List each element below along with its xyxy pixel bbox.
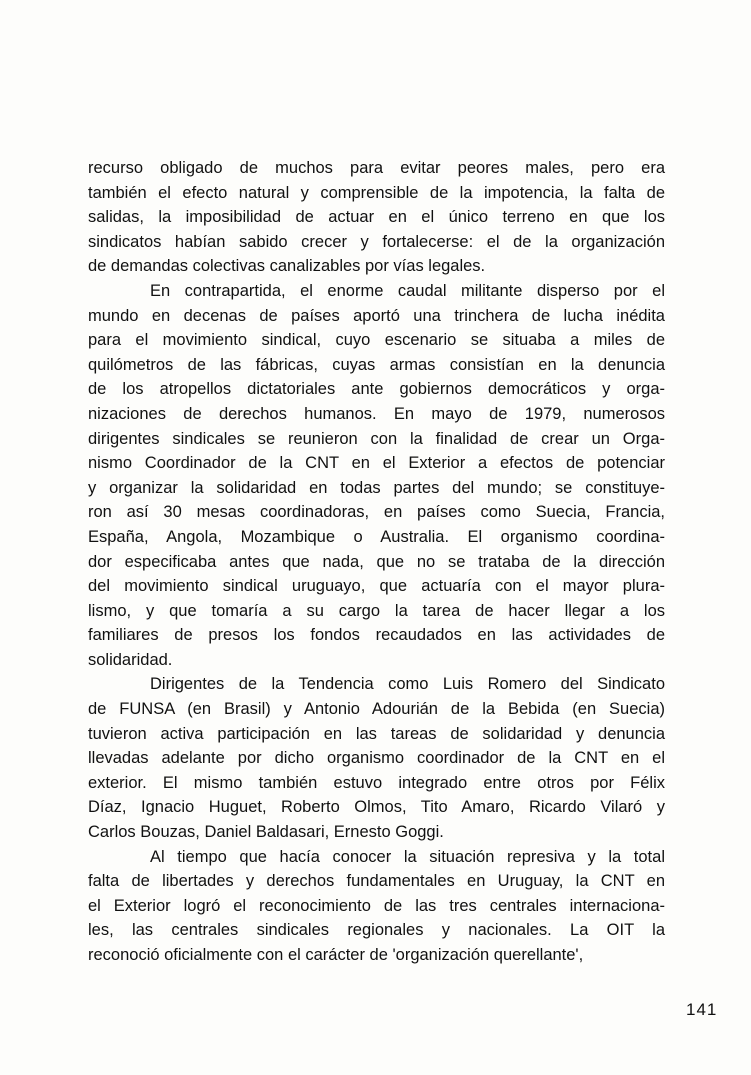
text-line: Carlos Bouzas, Daniel Baldasari, Ernesto Goggi. — [88, 823, 444, 842]
text-line: ron así 30 mesas coordinadoras, en países como Suecia, Francia, — [88, 503, 665, 522]
text-line: para el movimiento sindical, cuyo escenario se situaba a miles de — [88, 331, 665, 350]
text-line: solidaridad. — [88, 650, 173, 669]
text-line: recurso obligado de muchos para evitar peores males, pero era — [88, 159, 665, 177]
text-line: reconoció oficialmente con el carácter de 'organización querellante', — [88, 946, 584, 964]
text-line: de los atropellos dictatoriales ante gobiernos democráticos y orga- — [88, 380, 665, 399]
page-number: 141 — [686, 1000, 718, 1019]
text-line: dirigentes sindicales se reunieron con la finalidad de crear un Orga- — [88, 429, 665, 448]
text-line: llevadas adelante por dicho organismo coordinador de la CNT en el — [88, 749, 665, 768]
text-line: España, Angola, Mozambique o Australia. El organismo coordina- — [88, 527, 665, 546]
text-line: exterior. El mismo también estuvo integrado entre otros por Félix — [88, 773, 665, 792]
text-line: lismo, y que tomaría a su cargo la tarea de hacer llegar a los — [88, 601, 665, 620]
text-line: y organizar la solidaridad en todas partes del mundo; se constituye- — [88, 478, 665, 497]
text-block — [88, 156, 665, 968]
text-line: Díaz, Ignacio Huguet, Roberto Olmos, Tito Amaro, Ricardo Vilaró y — [88, 798, 665, 817]
text-line: de FUNSA (en Brasil) y Antonio Adourián de la Bebida (en Suecia) — [88, 700, 665, 719]
text-line: Dirigentes de la Tendencia como Luis Romero del Sindicato — [150, 675, 665, 694]
text-line: nismo Coordinador de la CNT en el Exterior a efectos de potenciar — [88, 454, 665, 473]
text-line: mundo en decenas de países aportó una trinchera de lucha inédita — [88, 306, 665, 325]
text-line: del movimiento sindical uruguayo, que actuaría con el mayor plura- — [88, 577, 665, 596]
text-line: salidas, la imposibilidad de actuar en el único terreno en que los — [88, 208, 665, 227]
text-line: les, las centrales sindicales regionales y nacionales. La OIT la — [88, 921, 665, 940]
text-line: familiares de presos los fondos recaudados en las actividades de — [88, 626, 665, 645]
text-line: sindicatos habían sabido crecer y fortalecerse: el de la organización — [88, 232, 665, 251]
text-line: dor especificaba antes que nada, que no se trataba de la dirección — [88, 552, 665, 571]
text-line: falta de libertades y derechos fundamentales en Uruguay, la CNT en — [88, 872, 665, 891]
text-line: nizaciones de derechos humanos. En mayo de 1979, numerosos — [88, 404, 665, 423]
text-line: Al tiempo que hacía conocer la situación represiva y la total — [150, 847, 665, 866]
text-line: tuvieron activa participación en las tareas de solidaridad y denuncia — [88, 724, 665, 743]
text-line: quilómetros de las fábricas, cuyas armas consistían en la denuncia — [88, 355, 665, 374]
text-line: también el efecto natural y comprensible de la impotencia, la falta de — [88, 183, 665, 202]
text-line: de demandas colectivas canalizables por vías legales. — [88, 257, 486, 276]
text-line: En contrapartida, el enorme caudal militante disperso por el — [150, 281, 665, 300]
text-line: el Exterior logró el reconocimiento de las tres centrales internaciona- — [88, 896, 665, 915]
